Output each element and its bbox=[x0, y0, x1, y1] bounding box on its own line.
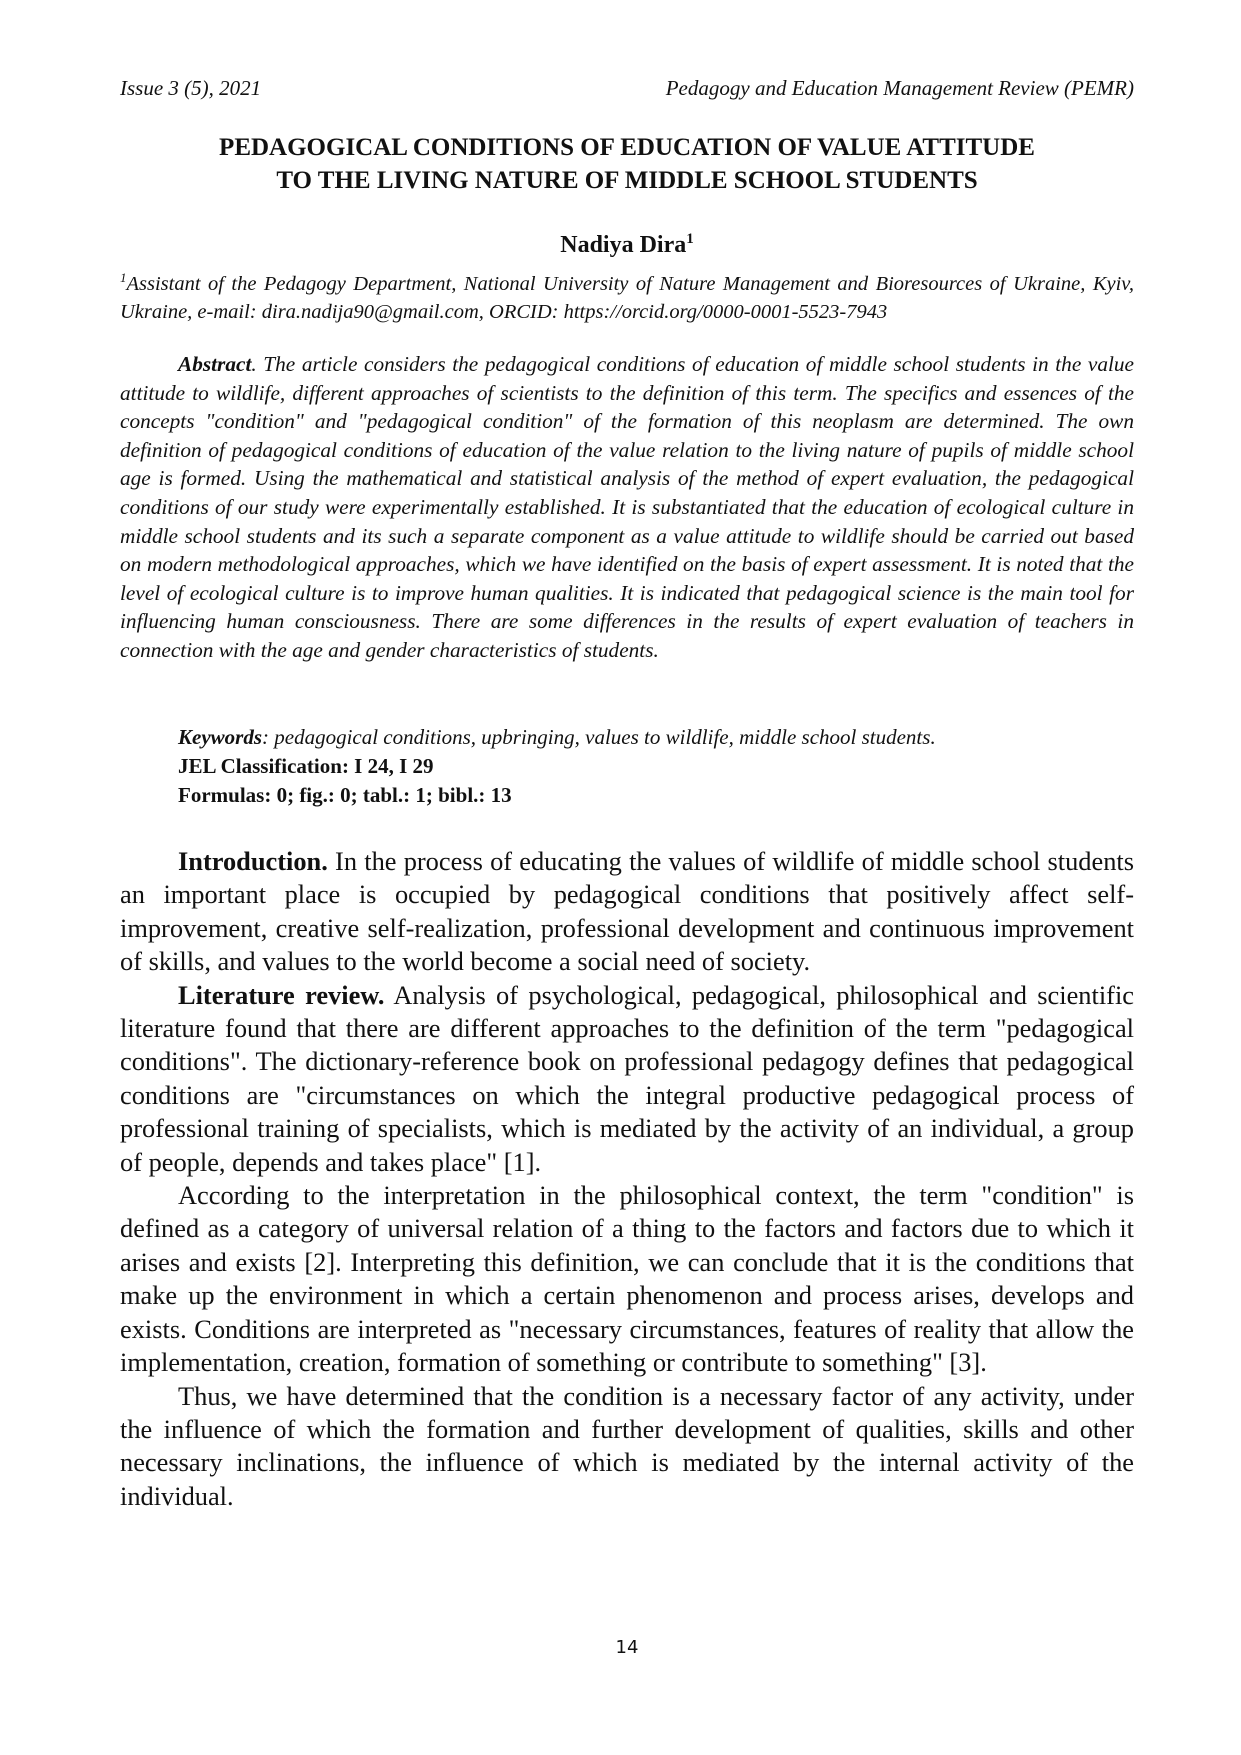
conclusion-paragraph: Thus, we have determined that the condition is a necessary factor of any activity, under the influence of which the formation and further development of qualities, skills and other necessary inclinations, the influence of which is mediated by the internal activity of the individual. bbox=[120, 1380, 1134, 1511]
abstract bbox=[120, 350, 1134, 665]
running-header bbox=[120, 76, 1134, 101]
abstract-text: . The article considers the pedagogical conditions of education of middle school students in the value attitude to wildlife, different approaches of scientists to the definition of this term. The specifics and essences of the concepts "condition" and "pedagogical condition" of the formation of this neoplasm are determined. The own definition of pedagogical conditions of education of the value relation to the living nature of pupils of middle school age is formed. Using the mathematical and statistical analysis of the method of expert evaluation, the pedagogical conditions of our study were experimentally established. It is substantiated that the education of ecological culture in middle school students and its such a separate component as a value attitude to wildlife should be carried out based on modern methodological approaches, which we have identified on the basis of expert assessment. It is noted that the level of ecological culture is to improve human qualities. It is indicated that pedagogical science is the main tool for influencing human consciousness. There are some differences in the results of expert evaluation of teachers in connection with the age and gender characteristics of students. bbox=[120, 352, 1134, 662]
title-line-1: PEDAGOGICAL CONDITIONS OF EDUCATION OF VALUE ATTITUDE bbox=[219, 134, 1035, 161]
journal-name: Pedagogy and Education Management Review (PEMR) bbox=[665, 76, 1134, 100]
issue-label: Issue 3 (5), 2021 bbox=[120, 76, 262, 100]
literature-review-label: Literature review. bbox=[178, 979, 385, 1010]
article-title bbox=[120, 131, 1134, 197]
formulas-count: Formulas: 0; fig.: 0; tabl.: 1; bibl.: 13 bbox=[178, 783, 512, 807]
introduction-label: Introduction. bbox=[178, 846, 328, 876]
abstract-label: Abstract bbox=[178, 352, 252, 376]
introduction-paragraph bbox=[120, 845, 1134, 979]
affiliation-text: Assistant of the Pedagogy Department, National University of Nature Management and Bioresources of Ukraine, Kyiv, Ukraine, e-mail: dira.nadija90@gmail.com, ORCID: https://orcid.org/0000-0001-5523-7943 bbox=[120, 272, 1134, 323]
jel-classification: JEL Classification: I 24, I 29 bbox=[178, 754, 434, 778]
keywords-label: Keywords bbox=[178, 725, 262, 749]
condition-definition-paragraph: According to the interpretation in the philosophical context, the term "condition" is defined as a category of universal relation of a thing to the factors and factors due to which it arises and exists [2]. Interpreting this definition, we can conclude that it is the conditions that make up the environment in which a certain phenomenon and process arises, develops and exists. Conditions are interpreted as "necessary circumstances, features of reality that allow the implementation, creation, formation of something or contribute to something" [3]. bbox=[120, 1180, 1134, 1378]
keywords-line bbox=[178, 723, 1134, 752]
author-affiliation bbox=[120, 264, 1134, 326]
page-number: 14 bbox=[615, 1637, 639, 1658]
article-body bbox=[120, 845, 1134, 1513]
literature-review-paragraph bbox=[120, 979, 1134, 1179]
author-line bbox=[120, 231, 1134, 259]
author-name: Nadiya Dira bbox=[560, 232, 687, 258]
affiliation-mark: 1 bbox=[120, 270, 127, 285]
literature-review-text: Analysis of psychological, pedagogical, philosophical and scientific literature found that there are different approaches to the definition of the term "pedagogical conditions". The dictionary-reference book on professional pedagogy defines that pedagogical conditions are "circumstances on which the integral productive pedagogical process of professional training of specialists, which is mediated by the activity of an individual, a group of people, depends and takes place" [1]. bbox=[120, 979, 1134, 1177]
introduction-text: In the process of educating the values of wildlife of middle school students an important place is occupied by pedagogical conditions that positively affect self-improvement, creative self-realization, professional development and continuous improvement of skills, and values to the world become a social need of society. bbox=[120, 846, 1134, 977]
keywords-text: : pedagogical conditions, upbringing, values to wildlife, middle school students. bbox=[262, 725, 936, 749]
title-line-2: TO THE LIVING NATURE OF MIDDLE SCHOOL STUDENTS bbox=[276, 167, 978, 194]
author-affiliation-mark: 1 bbox=[686, 231, 694, 247]
keywords-block bbox=[178, 723, 1134, 810]
